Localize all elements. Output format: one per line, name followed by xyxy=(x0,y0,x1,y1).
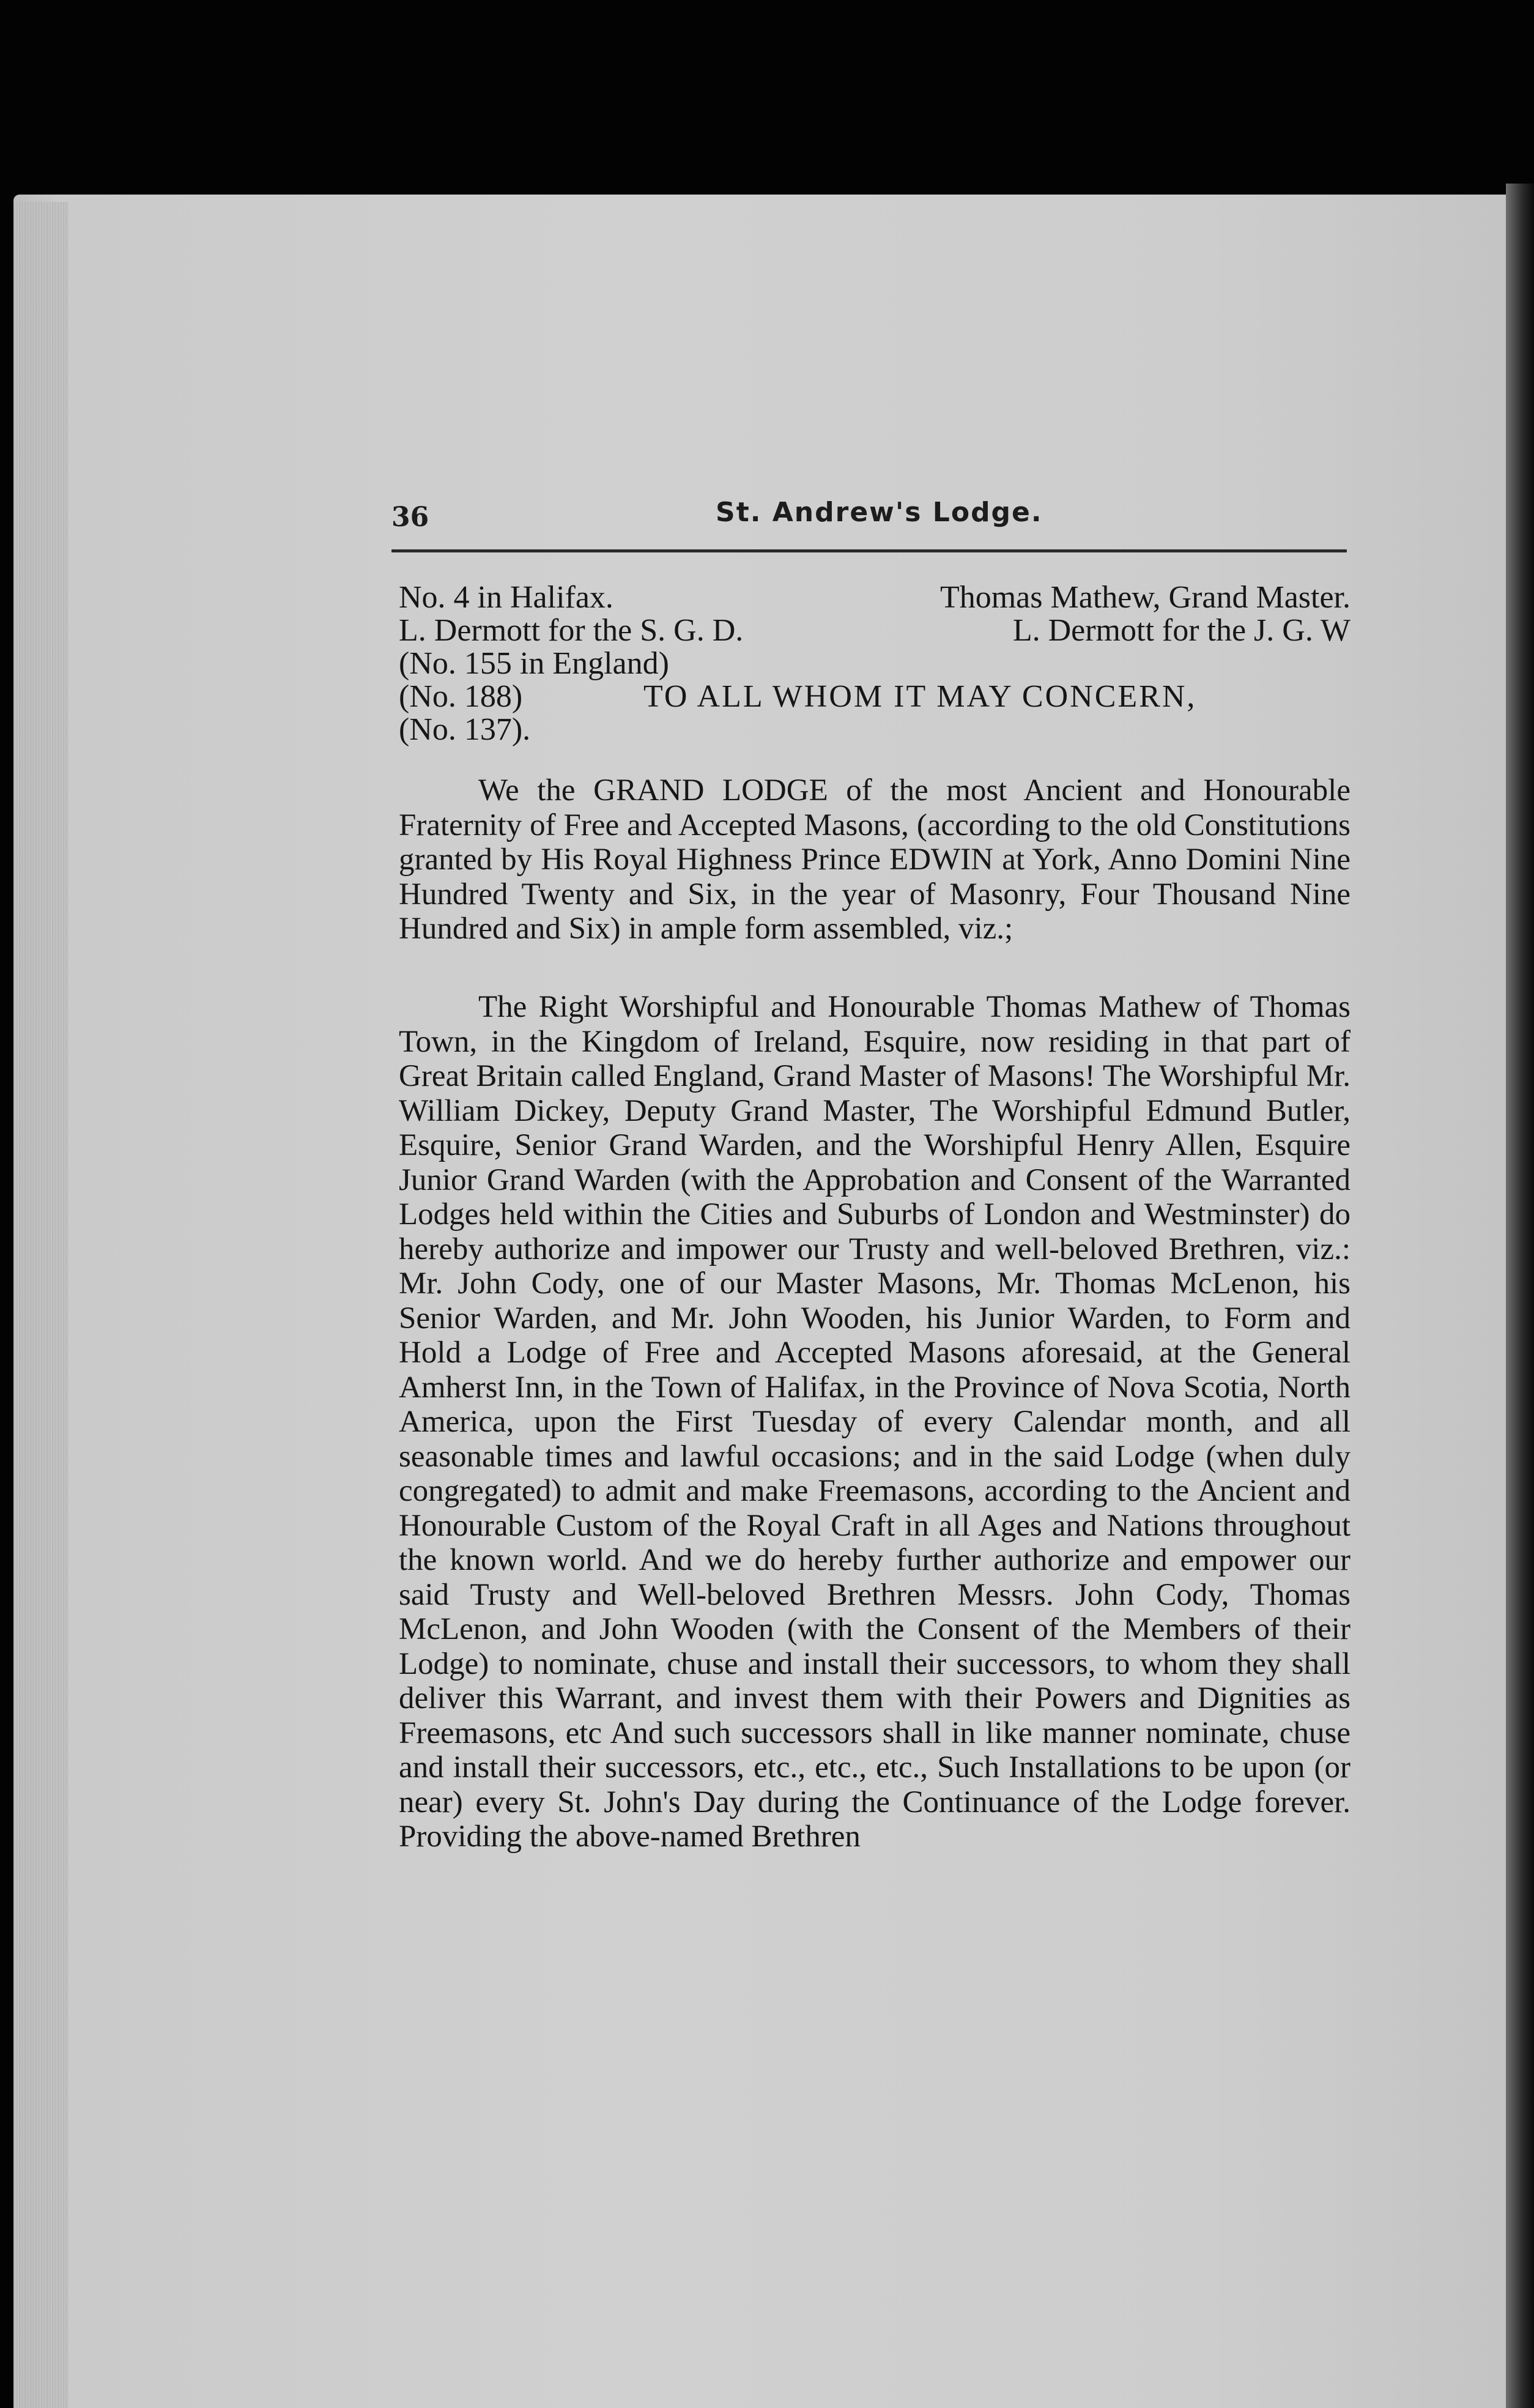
heading-line-5 xyxy=(399,713,1351,746)
header-rule xyxy=(391,549,1347,552)
england-number: (No. 155 in England) xyxy=(399,646,669,681)
page-stack-edge xyxy=(13,202,69,2408)
number-137: (No. 137). xyxy=(399,712,531,747)
running-head xyxy=(391,497,1347,540)
junior-warden-signature: L. Dermott for the J. G. W xyxy=(1012,613,1351,648)
address-heading: TO ALL WHOM IT MAY CONCERN, xyxy=(643,679,1197,714)
number-188: (No. 188) xyxy=(399,679,523,714)
heading-line-1 xyxy=(399,581,1351,614)
heading-line-3 xyxy=(399,647,1351,680)
page-number: 36 xyxy=(391,502,429,533)
heading-line-4 xyxy=(399,680,1351,713)
lodge-number: No. 4 in Halifax. xyxy=(399,580,613,615)
book-gutter xyxy=(1506,184,1534,2408)
running-title: St. Andrew's Lodge. xyxy=(716,497,1043,528)
paragraph-1: We the GRAND LODGE of the most Ancient and Honourable Fraternity of Free and Accepted Masons, (according to the old Constitutions granted by His Royal Highness Prince EDWIN at York, Anno Domini Nine Hundred Twenty and Six, in the year of Masonry, Four Thousand Nine Hundred and Six) in ample form assembled, viz.; xyxy=(399,773,1351,946)
warrant-heading xyxy=(399,581,1351,746)
senior-deacon-signature: L. Dermott for the S. G. D. xyxy=(399,613,744,648)
grand-master-signature: Thomas Mathew, Grand Master. xyxy=(939,580,1351,615)
paragraph-2: The Right Worshipful and Honourable Thomas Mathew of Thomas Town, in the Kingdom of Ireland, Esquire, now residing in that part of Great Britain called England, Grand Master of Masons! The Worshipful Mr. William Dickey, Deputy Grand Master, The Worshipful Edmund Butler, Esquire, Senior Grand Warden, and the Worshipful Henry Allen, Esquire Junior Grand Warden (with the Approbation and Consent of the Warranted Lodges held within the Cities and Suburbs of London and Westminster) do hereby authorize and impower our Trusty and well-beloved Brethren, viz.: Mr. John Cody, one of our Master Masons, Mr. Thomas McLenon, his Senior Warden, and Mr. John Wooden, his Junior Warden, to Form and Hold a Lodge of Free and Accepted Masons aforesaid, at the General Amherst Inn, in the Town of Halifax, in the Province of Nova Scotia, North America, upon the First Tuesday of every Calendar month, and all seasonable times and lawful occasions; and in the said Lodge (when duly congregated) to admit and make Freemasons, according to the Ancient and Honourable Custom of the Royal Craft in all Ages and Nations throughout the known world. And we do hereby further authorize and empower our said Trusty and Well-beloved Brethren Messrs. John Cody, Thomas McLenon, and John Wooden (with the Consent of the Members of their Lodge) to nominate, chuse and install their successors, to whom they shall deliver this Warrant, and invest them with their Powers and Dignities as Freemasons, etc And such successors shall in like manner nominate, chuse and install their successors, etc., etc., etc., Such Installations to be upon (or near) every St. John's Day during the Continuance of the Lodge forever. Providing the above-named Brethren xyxy=(399,990,1351,1854)
heading-line-2 xyxy=(399,614,1351,647)
